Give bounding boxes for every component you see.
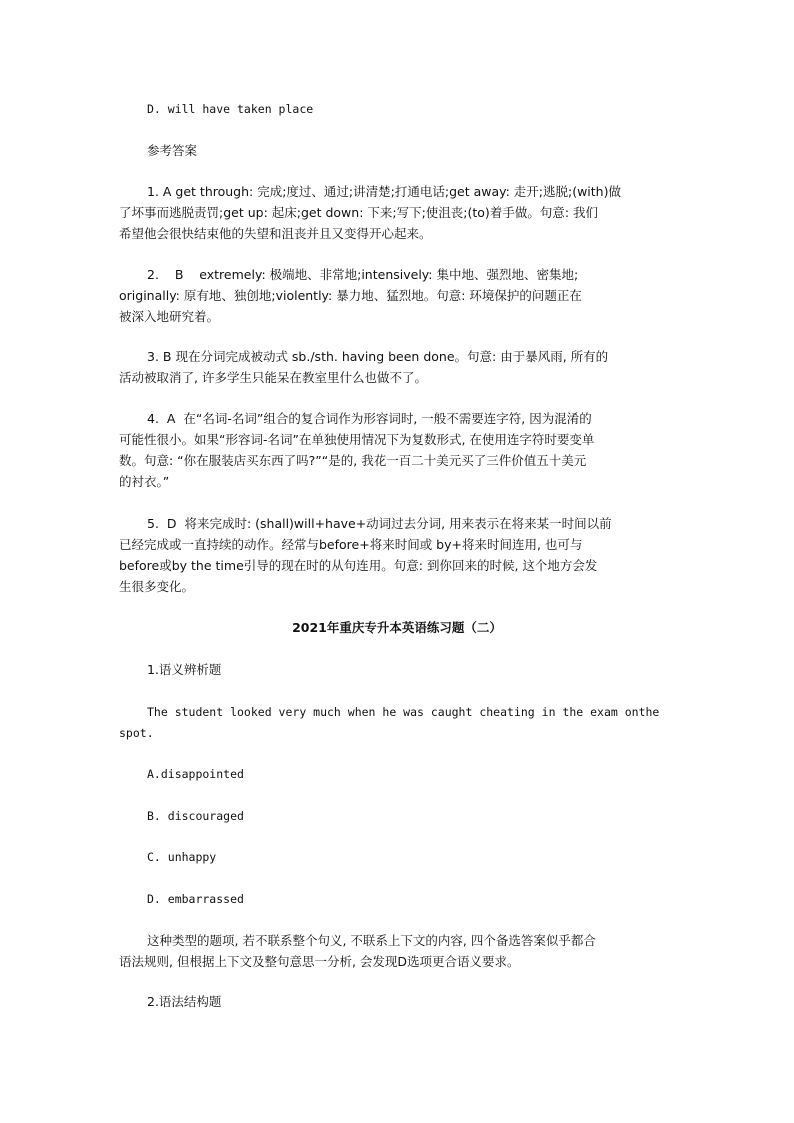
reference-heading: 参考答案 [147,143,198,158]
q1-heading: 1.语义辨析题 [147,662,222,677]
answer-2: 2. B extremely: 极端地、非常地;intensively: 集中地、强烈地、密集地; originally: 原有地、独创地;violently: 暴力地、猛烈地。句意: 环境保护的问题正在 被深入地研究着。 [119,267,582,324]
prev-option-d: D. will have taken place [147,102,314,116]
q1-option-c: C. unhappy [147,850,217,864]
answer-4: 4. A 在“名词-名词”组合的复合词作为形容词时, 一般不需要连字符, 因为混淆的 可能性很小。如果“形容词-名词”在单独使用情况下为复数形式, 在使用连字符时要变单 数。句意: “你在服装店买东西了吗?”“是的, 我花一百二十美元买了三件价值五十美元 的衬衣。” [119,411,595,489]
answer-3: 3. B 现在分词完成被动式 sb./sth. having been done。句意: 由于暴风雨, 所有的 活动被取消了, 许多学生只能呆在教室里什么也做不了。 [119,349,609,385]
q1-option-b: B. discouraged [147,809,244,823]
q1-stem: The student looked very much when he was caught cheating in the exam onthe spot. [119,705,660,740]
q1-explanation: 这种类型的题项, 若不联系整个句义, 不联系上下文的内容, 四个备选答案似乎都合 语法规则, 但根据上下文及整句意思一分析, 会发现D选项更合语义要求。 [119,933,596,969]
q2-heading: 2.语法结构题 [147,994,222,1009]
q1-option-d: D. embarrassed [147,892,244,906]
answer-1: 1. A get through: 完成;度过、通过;讲清楚;打通电话;get away: 走开;逃脱;(with)做 了坏事而逃脱责罚;get up: 起床;get down: 下来;写下;使沮丧;(to)着手做。句意: 我们 希望他会很快结束他的失望和沮丧并且又变得开心起来。 [119,184,621,241]
q1-option-a: A.disappointed [147,767,244,781]
answer-5: 5. D 将来完成时: (shall)will+have+动词过去分词, 用来表示在将来某一时间以前 已经完成或一直持续的动作。经常与before+将来时间或 by+将来时间连用, 也可与 before或by the time引导的现在时的从句连用。句意: 到你回来的时候, 这个地方会发 生很多变化。 [119,516,612,594]
section-title: 2021年重庆专升本英语练习题（二） [292,620,502,635]
